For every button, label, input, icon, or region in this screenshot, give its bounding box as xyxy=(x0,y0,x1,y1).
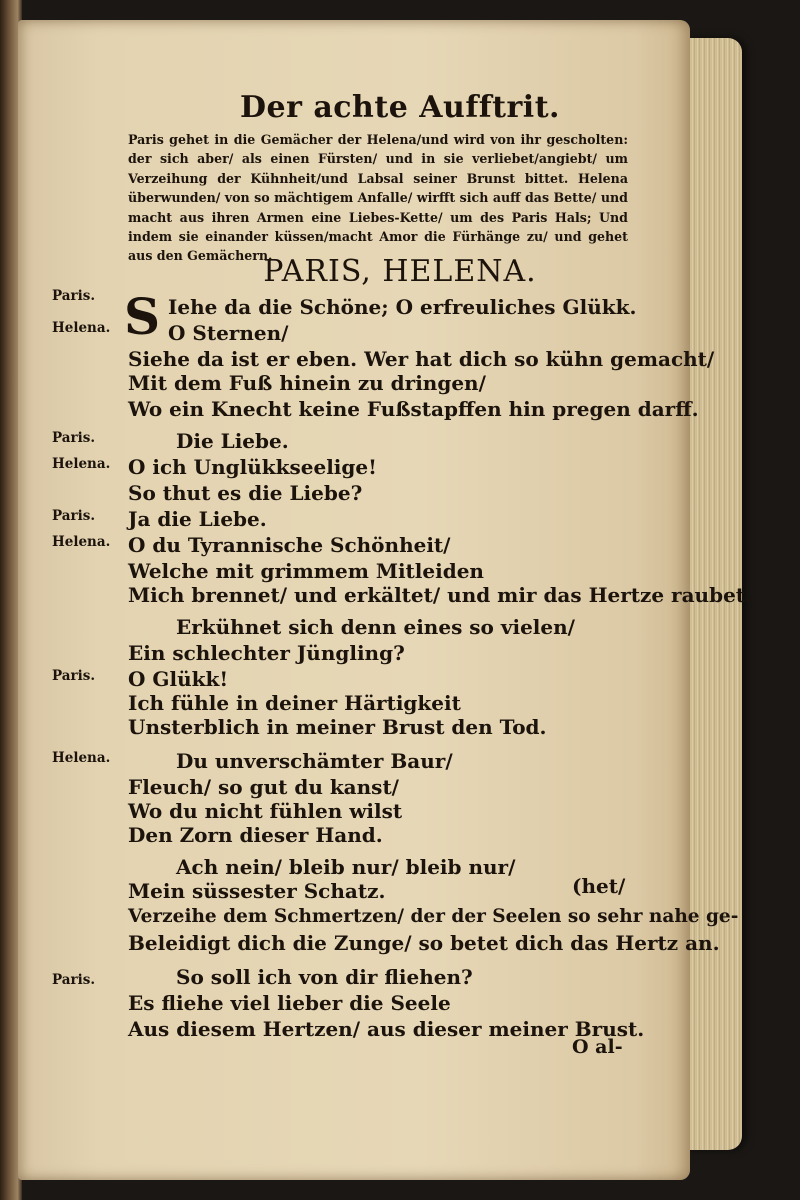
speaker-label: Paris. xyxy=(52,972,96,988)
verse-line: Du unverschämter Baur/ xyxy=(176,749,453,773)
speaker-label: Helena. xyxy=(52,534,111,550)
verse-line: Wo du nicht fühlen wilst xyxy=(128,799,403,823)
verse-line: O Glükk! xyxy=(128,667,229,691)
verse-line: Mit dem Fuß hinein zu dringen/ xyxy=(128,371,486,395)
speaker-label: Helena. xyxy=(52,320,111,336)
speaker-label: Helena. xyxy=(52,750,111,766)
drop-cap: S xyxy=(124,287,161,346)
catchword: O al- xyxy=(572,1036,623,1058)
verse-line: Ein schlechter Jüngling? xyxy=(128,641,405,665)
verse-line: Iehe da die Schöne; O erfreuliches Glükk. xyxy=(168,295,637,319)
verse-line: Ach nein/ bleib nur/ bleib nur/ xyxy=(176,855,516,879)
verse-line: So soll ich von dir fliehen? xyxy=(176,965,473,989)
verse-line: O du Tyrannische Schönheit/ xyxy=(128,533,451,557)
verse-line: Wo ein Knecht keine Fußstapffen hin pregen darff. xyxy=(128,397,699,421)
verse-line: O Sternen/ xyxy=(168,321,289,345)
speaker-label: Paris. xyxy=(52,288,96,304)
verse-line: Ja die Liebe. xyxy=(128,507,267,531)
speaker-label: Paris. xyxy=(52,430,96,446)
verse-line: O ich Unglükkseelige! xyxy=(128,455,377,479)
speaker-label: Paris. xyxy=(52,668,96,684)
verse-line: Mein süssester Schatz. xyxy=(128,879,386,903)
verse-line: Fleuch/ so gut du kanst/ xyxy=(128,775,399,799)
verse-line: So thut es die Liebe? xyxy=(128,481,363,505)
verse-line: Den Zorn dieser Hand. xyxy=(128,823,383,847)
speaker-label: Helena. xyxy=(52,456,111,472)
verse-line: Beleidigt dich die Zunge/ so betet dich das Hertz an. xyxy=(128,931,720,955)
speaker-label: Paris. xyxy=(52,508,96,524)
runover-fragment: (het/ xyxy=(572,874,626,898)
verse-line: Unsterblich in meiner Brust den Tod. xyxy=(128,715,547,739)
verse-line: Mich brennet/ und erkältet/ und mir das Hertze raubet. xyxy=(128,583,752,607)
characters-heading: PARIS, HELENA. xyxy=(263,254,537,289)
verse-line: Aus diesem Hertzen/ aus dieser meiner Brust. xyxy=(128,1017,645,1041)
scene-title: Der achte Aufftrit. xyxy=(239,90,561,125)
verse-line: Ich fühle in deiner Härtigkeit xyxy=(128,691,461,715)
verse-line: Verzeihe dem Schmertzen/ der der Seelen so sehr nahe ge- xyxy=(128,906,739,927)
verse-line: Siehe da ist er eben. Wer hat dich so kühn gemacht/ xyxy=(128,347,715,371)
verse-line: Die Liebe. xyxy=(176,429,289,453)
verse-line: Welche mit grimmem Mitleiden xyxy=(128,559,484,583)
verse-line: Es fliehe viel lieber die Seele xyxy=(128,991,451,1015)
verse-line: Erkühnet sich denn eines so vielen/ xyxy=(176,615,575,639)
summary-text: Paris gehet in die Gemächer der Helena/und wird von ihr gescholten: der sich aber/ als einen Fürsten/ und in sie verliebet/angiebt/ um Verzeihung der Kühnheit/und Labsal seiner Brunst bittet. Helena überwunden/ von so mächtigem Anfalle/ wirfft sich auff das Bette/ und macht aus ihren Armen eine Liebes-Kette/ um des Paris Hals; Und indem sie einander küssen/macht Amor die Fürhänge zu/ und gehet aus den Gemächern. xyxy=(128,132,628,264)
